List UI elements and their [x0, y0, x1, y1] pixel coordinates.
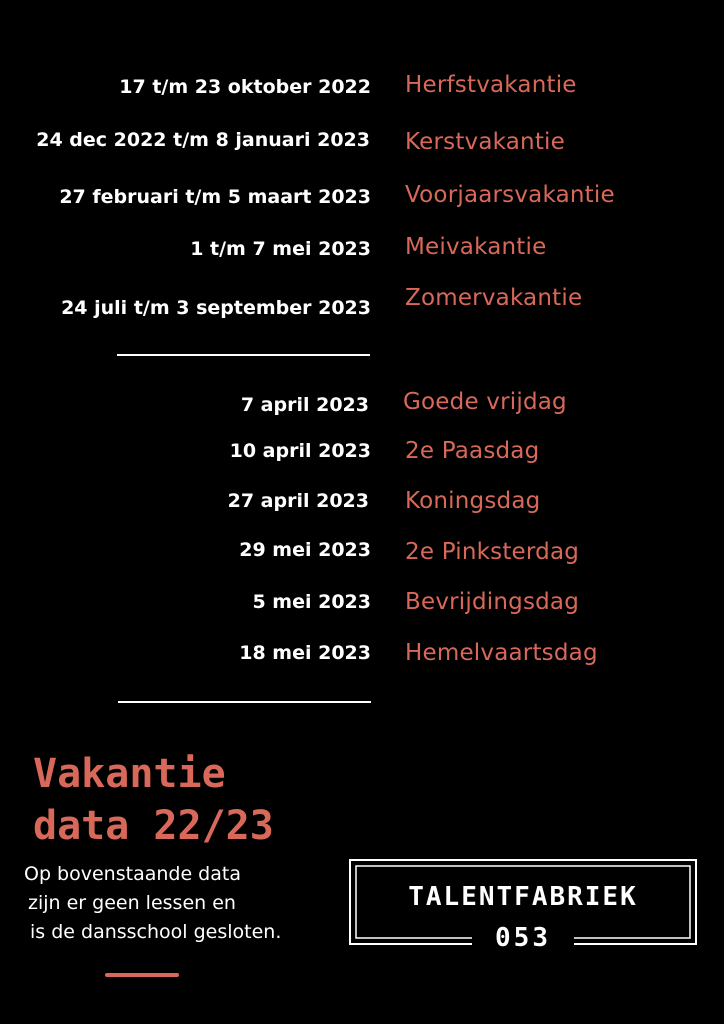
- vacation-row-voorjaar: [0, 175, 724, 215]
- description-line: zijn er geen lessen en: [28, 892, 236, 914]
- logo: [348, 858, 698, 953]
- description-line: is de dansschool gesloten.: [30, 921, 282, 943]
- logo-number: 053: [495, 923, 551, 953]
- holiday-name: Koningsdag: [405, 488, 541, 514]
- logo-name: TALENTFABRIEK: [408, 882, 638, 912]
- vacation-name: Voorjaarsvakantie: [405, 182, 615, 208]
- vacation-row-zomer: [0, 278, 724, 318]
- holiday-row-pinksterdag: [0, 530, 724, 570]
- holiday-date: 18 mei 2023: [239, 642, 371, 664]
- holiday-row-bevrijdingsdag: [0, 582, 724, 622]
- vacation-name: Herfstvakantie: [405, 72, 577, 98]
- holiday-date: 5 mei 2023: [252, 591, 371, 613]
- description: [24, 860, 281, 947]
- holiday-date: 27 april 2023: [227, 490, 369, 512]
- page-title: [33, 748, 274, 852]
- divider: [118, 701, 371, 703]
- holiday-name: Goede vrijdag: [403, 389, 567, 415]
- holiday-date: 7 april 2023: [240, 394, 369, 416]
- holiday-row-koningsdag: [0, 481, 724, 521]
- description-line: Op bovenstaande data: [24, 863, 241, 885]
- vacation-date: 17 t/m 23 oktober 2022: [119, 76, 371, 98]
- vacation-date: 24 dec 2022 t/m 8 januari 2023: [36, 129, 370, 151]
- title-line: Vakantie: [33, 751, 226, 797]
- vacation-row-mei: [0, 227, 724, 267]
- title-line: data 22/23: [33, 803, 274, 849]
- vacation-date: 1 t/m 7 mei 2023: [190, 238, 371, 260]
- holiday-name: Hemelvaartsdag: [405, 640, 598, 666]
- vacation-date: 24 juli t/m 3 september 2023: [61, 297, 371, 319]
- holiday-date: 10 april 2023: [229, 440, 371, 462]
- accent-bar: [105, 973, 179, 977]
- holiday-date: 29 mei 2023: [239, 539, 371, 561]
- vacation-date: 27 februari t/m 5 maart 2023: [59, 186, 371, 208]
- vacation-row-kerst: [0, 120, 724, 160]
- holiday-name: 2e Paasdag: [405, 438, 540, 464]
- holiday-name: Bevrijdingsdag: [405, 589, 580, 615]
- holiday-row-paasdag: [0, 431, 724, 471]
- vacation-row-herfst: [0, 65, 724, 105]
- vacation-name: Zomervakantie: [405, 285, 583, 311]
- divider: [117, 354, 370, 356]
- holiday-row-goede-vrijdag: [0, 382, 724, 422]
- vacation-name: Meivakantie: [405, 234, 547, 260]
- holiday-row-hemelvaartsdag: [0, 633, 724, 673]
- holiday-name: 2e Pinksterdag: [405, 539, 580, 565]
- vacation-name: Kerstvakantie: [405, 129, 565, 155]
